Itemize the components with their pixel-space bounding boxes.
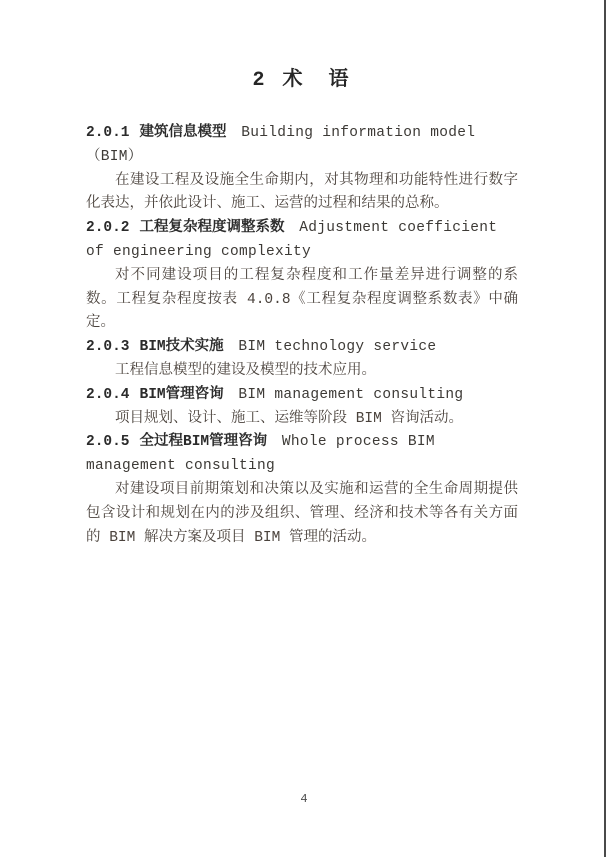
term-heading [86,384,518,408]
term-entry [86,431,518,550]
term-heading [86,217,518,265]
page-number: 4 [300,792,308,806]
term-name-en: Adjustment coefficient of engineering complexity [86,220,498,260]
term-name-en: BIM technology service [238,339,437,356]
term-name-zh: 全过程BIM管理咨询 [139,434,268,451]
term-definition: 对不同建设项目的工程复杂程度和工作量差异进行调整的系数。工程复杂程度按表 4.0.8《工程复杂程度调整系数表》中确定。 [86,267,518,332]
term-heading [86,431,518,479]
term-name-zh: 工程复杂程度调整系数 [139,220,285,237]
term-definition: 工程信息模型的建设及模型的技术应用。 [115,362,376,379]
term-number: 2.0.2 [86,220,130,237]
term-entry [86,336,518,384]
term-name-zh: BIM技术实施 [139,339,224,356]
term-definition: 项目规划、设计、施工、运维等阶段 BIM 咨询活动。 [115,410,464,427]
term-name-en: Building information model（BIM） [86,125,476,165]
term-heading [86,122,518,170]
term-number: 2.0.3 [86,339,130,356]
term-definition: 对建设项目前期策划和决策以及实施和运营的全生命周期提供包含设计和规划在内的涉及组织、管理、经济和技术等各有关方面的 BIM 解决方案及项目 BIM 管理的活动。 [86,481,518,546]
term-entry [86,122,518,217]
term-heading [86,336,518,360]
term-name-zh: BIM管理咨询 [139,386,224,403]
term-name-zh: 建筑信息模型 [139,125,227,141]
scan-edge-line [604,0,606,857]
term-number: 2.0.5 [86,434,130,451]
page-content [86,66,518,550]
term-entry [86,384,518,432]
page-title: 2 术 语 [252,69,352,92]
term-number: 2.0.1 [86,125,130,141]
term-entry [86,217,518,336]
term-name-en: Whole process BIM management consulting [86,434,435,475]
term-name-en: BIM management consulting [238,386,464,403]
term-number: 2.0.4 [86,386,130,403]
term-definition: 在建设工程及设施全生命期内，对其物理和功能特性进行数字化表达，并依此设计、施工、运营的过程和结果的总称。 [86,172,518,213]
